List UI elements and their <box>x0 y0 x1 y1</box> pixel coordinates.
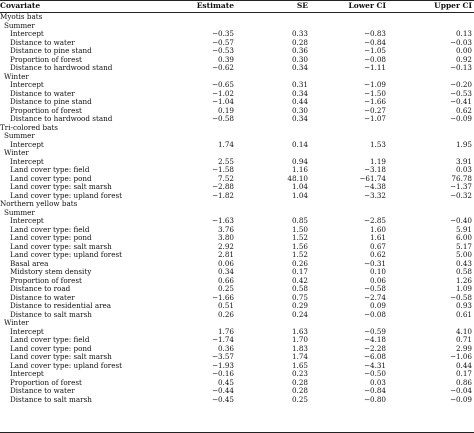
table-row <box>0 396 474 405</box>
upper-ci-cell: 2.99 <box>455 343 472 353</box>
upper-ci-cell: 4.10 <box>455 326 472 336</box>
upper-ci-cell: 0.71 <box>455 335 472 344</box>
covariate-label: Land cover type: upland forest <box>10 360 123 370</box>
covariate-label: Land cover type: salt marsh <box>10 182 112 191</box>
table-row <box>0 311 474 320</box>
covariate-label: Intercept <box>10 216 44 225</box>
estimate-cell: 0.34 <box>217 267 234 276</box>
lower-ci-cell: −3.18 <box>363 165 386 174</box>
season-row <box>0 319 474 328</box>
lower-ci-cell: −4.38 <box>363 182 386 191</box>
se-cell: 1.83 <box>291 343 308 353</box>
estimate-cell: −1.93 <box>211 360 234 370</box>
covariate-label: Winter <box>4 318 29 327</box>
upper-ci-cell: −0.13 <box>449 63 472 72</box>
lower-ci-cell: 0.09 <box>369 301 386 310</box>
covariate-label: Land cover type: field <box>10 335 90 344</box>
lower-ci-cell: −2.74 <box>363 292 386 302</box>
upper-ci-cell: −0.41 <box>449 97 472 106</box>
se-cell: 0.33 <box>291 29 308 38</box>
table-row <box>0 251 474 260</box>
estimate-cell: 2.92 <box>217 241 234 251</box>
se-cell: 1.74 <box>291 352 308 361</box>
lower-ci-cell: −4.18 <box>363 335 386 344</box>
covariate-label: Tri-colored bats <box>0 122 58 132</box>
se-cell: 0.30 <box>291 54 308 64</box>
covariate-label: Distance to water <box>10 37 75 47</box>
lower-ci-cell: −0.31 <box>363 258 386 268</box>
estimate-cell: 1.76 <box>217 326 234 336</box>
se-cell: 0.34 <box>291 114 308 123</box>
upper-ci-cell: 0.62 <box>455 105 472 115</box>
estimate-cell: 0.26 <box>217 309 234 319</box>
lower-ci-cell: 1.19 <box>369 156 386 166</box>
upper-ci-cell: 76.78 <box>451 173 472 183</box>
estimate-cell: −2.88 <box>211 182 234 191</box>
se-cell: 1.63 <box>291 326 308 336</box>
covariate-label: Distance to hardwood stand <box>10 114 113 123</box>
estimate-cell: −0.58 <box>211 114 234 123</box>
estimate-cell: 7.52 <box>217 173 234 183</box>
se-cell: 0.26 <box>291 258 308 268</box>
covariate-label: Intercept <box>10 139 44 149</box>
covariate-label: Land cover type: pond <box>10 233 92 242</box>
estimate-cell: −0.45 <box>211 394 234 404</box>
covariate-label: Proportion of forest <box>10 377 82 387</box>
upper-ci-cell: 0.93 <box>455 301 472 310</box>
estimate-cell: −0.53 <box>211 46 234 55</box>
se-cell: 0.36 <box>291 46 308 55</box>
se-cell: 0.85 <box>291 216 308 225</box>
lower-ci-cell: −1.66 <box>363 97 386 106</box>
estimate-cell: 3.76 <box>217 224 234 234</box>
upper-ci-cell: 5.91 <box>455 224 472 234</box>
upper-ci-cell: −1.06 <box>449 352 472 361</box>
lower-ci-cell: −0.83 <box>363 29 386 38</box>
covariate-label: Land cover type: pond <box>10 173 92 183</box>
lower-ci-cell: 0.10 <box>369 267 386 276</box>
lower-ci-cell: −1.07 <box>363 114 386 123</box>
upper-ci-cell: −0.09 <box>449 114 472 123</box>
covariate-label: Intercept <box>10 369 44 378</box>
upper-ci-cell: −0.04 <box>449 386 472 395</box>
upper-ci-cell: −0.03 <box>449 37 472 47</box>
se-cell: 1.52 <box>291 233 308 242</box>
covariate-label: Proportion of forest <box>10 275 82 285</box>
season-row <box>0 132 474 141</box>
upper-ci-cell: 1.09 <box>455 284 472 293</box>
table-row <box>0 277 474 286</box>
covariate-label: Midstory stem density <box>10 267 92 276</box>
table-header <box>0 2 474 11</box>
table-row <box>0 141 474 150</box>
upper-ci-cell: 0.00 <box>455 46 472 55</box>
covariate-label: Intercept <box>10 156 44 166</box>
se-cell: 1.56 <box>291 241 308 251</box>
estimate-cell: 0.45 <box>217 377 234 387</box>
header-estimate: Estimate <box>196 1 234 10</box>
species-group-row <box>0 13 474 22</box>
lower-ci-cell: −0.80 <box>363 394 386 404</box>
covariate-label: Distance to salt marsh <box>10 309 92 319</box>
lower-ci-cell: −0.50 <box>363 369 386 378</box>
upper-ci-cell: −0.32 <box>449 190 472 200</box>
estimate-cell: 0.06 <box>217 258 234 268</box>
lower-ci-cell: −61.74 <box>359 173 386 183</box>
covariate-label: Land cover type: field <box>10 224 90 234</box>
header-covariate: Covariate <box>0 1 41 10</box>
lower-ci-cell: −0.27 <box>363 105 386 115</box>
se-cell: 0.58 <box>291 284 308 293</box>
covariate-label: Intercept <box>10 29 44 38</box>
lower-ci-cell: 1.61 <box>369 233 386 242</box>
covariate-label: Land cover type: pond <box>10 343 92 353</box>
covariate-label: Land cover type: salt marsh <box>10 352 112 361</box>
estimate-cell: −3.57 <box>211 352 234 361</box>
se-cell: 1.65 <box>291 360 308 370</box>
lower-ci-cell: −0.08 <box>363 309 386 319</box>
upper-ci-cell: 5.00 <box>455 250 472 259</box>
estimate-cell: −1.04 <box>211 97 234 106</box>
se-cell: 0.24 <box>291 309 308 319</box>
upper-ci-cell: 1.95 <box>455 139 472 149</box>
covariate-label: Distance to water <box>10 386 75 395</box>
covariate-label: Intercept <box>10 326 44 336</box>
covariate-label: Basal area <box>10 258 49 268</box>
covariate-label: Distance to salt marsh <box>10 394 92 404</box>
upper-ci-cell: 0.17 <box>455 369 472 378</box>
top-rule <box>0 0 474 1</box>
lower-ci-cell: −1.09 <box>363 80 386 89</box>
upper-ci-cell: 0.13 <box>455 29 472 38</box>
header-lower-ci: Lower CI <box>348 1 386 10</box>
lower-ci-cell: 0.06 <box>369 275 386 285</box>
se-cell: 0.25 <box>291 394 308 404</box>
covariate-label: Distance to water <box>10 88 75 98</box>
estimate-cell: −0.44 <box>211 386 234 395</box>
se-cell: 0.14 <box>291 139 308 149</box>
covariate-label: Land cover type: upland forest <box>10 250 123 259</box>
covariate-label: Intercept <box>10 80 44 89</box>
table-row <box>0 362 474 371</box>
se-cell: 1.50 <box>291 224 308 234</box>
se-cell: 0.30 <box>291 105 308 115</box>
header-upper-ci: Upper CI <box>434 1 472 10</box>
se-cell: 0.28 <box>291 377 308 387</box>
estimate-cell: −0.16 <box>211 369 234 378</box>
lower-ci-cell: −0.58 <box>363 284 386 293</box>
lower-ci-cell: 1.60 <box>369 224 386 234</box>
lower-ci-cell: −1.11 <box>363 63 386 72</box>
covariate-label: Proportion of forest <box>10 54 82 64</box>
lower-ci-cell: −3.32 <box>363 190 386 200</box>
upper-ci-cell: −0.58 <box>449 292 472 302</box>
covariate-label: Land cover type: salt marsh <box>10 241 112 251</box>
table-row <box>0 64 474 73</box>
upper-ci-cell: 0.03 <box>455 165 472 174</box>
covariate-label: Distance to hardwood stand <box>10 63 113 72</box>
season-row <box>0 149 474 158</box>
se-cell: 1.04 <box>291 182 308 191</box>
estimate-cell: −1.74 <box>211 335 234 344</box>
lower-ci-cell: −6.08 <box>363 352 386 361</box>
species-group-row <box>0 200 474 209</box>
estimate-cell: −1.82 <box>211 190 234 200</box>
se-cell: 48.10 <box>287 173 308 183</box>
upper-ci-cell: 0.44 <box>455 360 472 370</box>
lower-ci-cell: −4.31 <box>363 360 386 370</box>
lower-ci-cell: 0.62 <box>369 250 386 259</box>
covariate-label: Winter <box>4 71 29 81</box>
covariate-label: Land cover type: upland forest <box>10 190 123 200</box>
upper-ci-cell: 5.17 <box>455 241 472 251</box>
covariate-label: Distance to pine stand <box>10 46 92 55</box>
season-row <box>0 22 474 31</box>
estimate-cell: −1.66 <box>211 292 234 302</box>
se-cell: 0.23 <box>291 369 308 378</box>
lower-ci-cell: −0.08 <box>363 54 386 64</box>
upper-ci-cell: 1.26 <box>455 275 472 285</box>
covariate-label: Distance to water <box>10 292 75 302</box>
covariate-label: Northern yellow bats <box>0 199 78 208</box>
se-cell: 1.04 <box>291 190 308 200</box>
covariate-label: Summer <box>4 207 35 217</box>
se-cell: 0.29 <box>291 301 308 310</box>
lower-ci-cell: −0.84 <box>363 37 386 47</box>
estimate-cell: 0.19 <box>217 105 234 115</box>
estimate-cell: −0.65 <box>211 80 234 89</box>
estimate-cell: 3.80 <box>217 233 234 242</box>
lower-ci-cell: −1.50 <box>363 88 386 98</box>
upper-ci-cell: −0.40 <box>449 216 472 225</box>
upper-ci-cell: 0.92 <box>455 54 472 64</box>
lower-ci-cell: −2.85 <box>363 216 386 225</box>
species-group-row <box>0 124 474 133</box>
se-cell: 1.16 <box>291 165 308 174</box>
upper-ci-cell: −1.37 <box>449 182 472 191</box>
upper-ci-cell: 6.00 <box>455 233 472 242</box>
estimate-cell: 0.51 <box>217 301 234 310</box>
se-cell: 0.28 <box>291 37 308 47</box>
covariate-label: Proportion of forest <box>10 105 82 115</box>
upper-ci-cell: 3.91 <box>455 156 472 166</box>
se-cell: 0.75 <box>291 292 308 302</box>
se-cell: 1.52 <box>291 250 308 259</box>
covariate-label: Distance to road <box>10 284 71 293</box>
se-cell: 0.17 <box>291 267 308 276</box>
season-row <box>0 73 474 82</box>
estimate-cell: 0.66 <box>217 275 234 285</box>
upper-ci-cell: −0.09 <box>449 394 472 404</box>
upper-ci-cell: 0.58 <box>455 267 472 276</box>
se-cell: 0.94 <box>291 156 308 166</box>
table-body <box>0 13 474 404</box>
estimate-cell: −0.57 <box>211 37 234 47</box>
estimate-cell: 1.74 <box>217 139 234 149</box>
lower-ci-cell: −1.05 <box>363 46 386 55</box>
estimate-cell: −0.35 <box>211 29 234 38</box>
covariate-label: Summer <box>4 20 35 30</box>
season-row <box>0 209 474 218</box>
se-cell: 0.34 <box>291 88 308 98</box>
estimate-cell: 0.25 <box>217 284 234 293</box>
estimate-cell: −1.02 <box>211 88 234 98</box>
estimate-cell: 2.55 <box>217 156 234 166</box>
se-cell: 0.44 <box>291 97 308 106</box>
covariate-label: Distance to residential area <box>10 301 112 310</box>
estimate-cell: 0.36 <box>217 343 234 353</box>
estimate-cell: −1.58 <box>211 165 234 174</box>
upper-ci-cell: 0.61 <box>455 309 472 319</box>
estimate-cell: 2.81 <box>217 250 234 259</box>
se-cell: 1.70 <box>291 335 308 344</box>
lower-ci-cell: 0.67 <box>369 241 386 251</box>
se-cell: 0.34 <box>291 63 308 72</box>
lower-ci-cell: −2.28 <box>363 343 386 353</box>
lower-ci-cell: 0.03 <box>369 377 386 387</box>
upper-ci-cell: −0.53 <box>449 88 472 98</box>
upper-ci-cell: −0.20 <box>449 80 472 89</box>
lower-ci-cell: 1.53 <box>369 139 386 149</box>
estimate-cell: −1.63 <box>211 216 234 225</box>
covariate-label: Distance to pine stand <box>10 97 92 106</box>
upper-ci-cell: 0.43 <box>455 258 472 268</box>
lower-ci-cell: −0.59 <box>363 326 386 336</box>
se-cell: 0.28 <box>291 386 308 395</box>
se-cell: 0.31 <box>291 80 308 89</box>
table-row <box>0 115 474 124</box>
se-cell: 0.42 <box>291 275 308 285</box>
upper-ci-cell: 0.86 <box>455 377 472 387</box>
estimate-cell: 0.39 <box>217 54 234 64</box>
estimate-cell: −0.62 <box>211 63 234 72</box>
header-se: SE <box>296 1 308 10</box>
covariate-label: Myotis bats <box>0 12 43 21</box>
covariate-label: Summer <box>4 131 35 140</box>
covariate-label: Winter <box>4 148 29 157</box>
lower-ci-cell: −0.84 <box>363 386 386 395</box>
covariate-label: Land cover type: field <box>10 165 90 174</box>
